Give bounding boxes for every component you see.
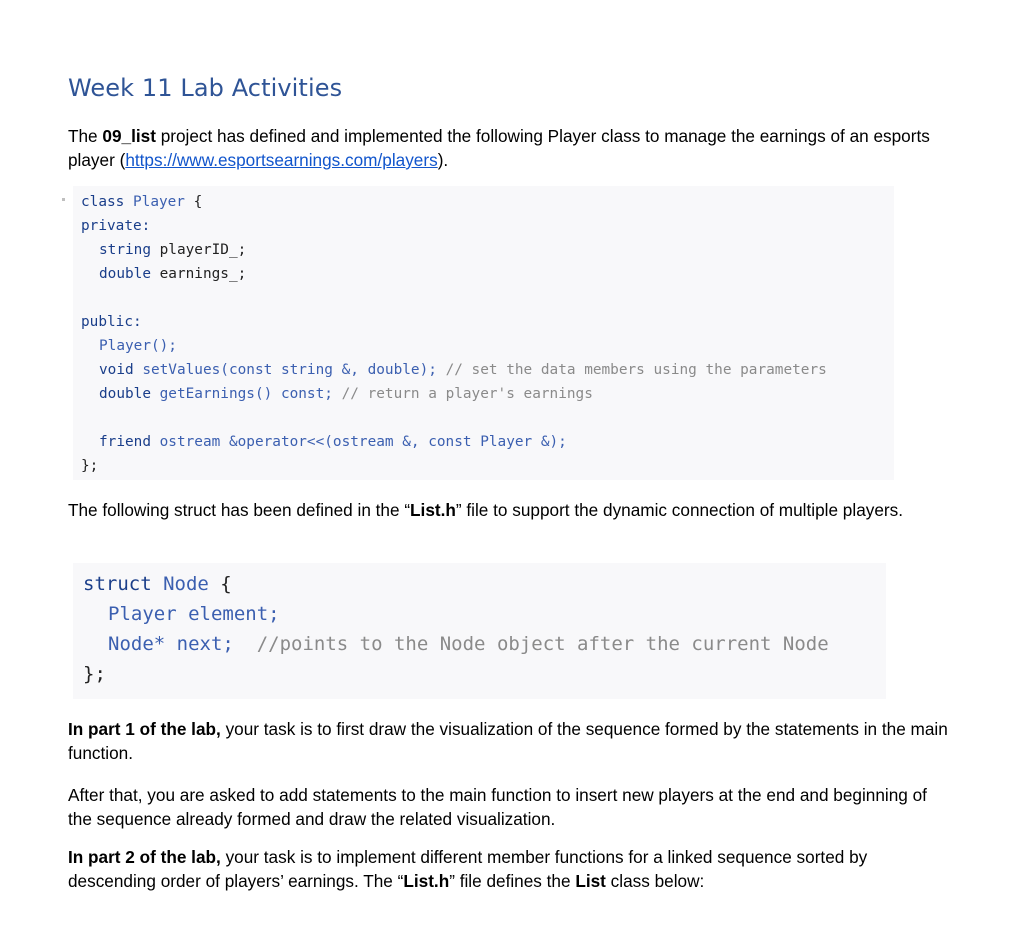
- block-marker: [62, 198, 65, 201]
- list-h-filename: List.h: [403, 871, 450, 891]
- code-line: class Player {: [81, 194, 203, 210]
- part2-text-mid: ” file defines the: [449, 871, 576, 891]
- code-line: };: [83, 663, 106, 685]
- code-line: Player();: [99, 338, 177, 354]
- node-struct-code-block: [73, 563, 886, 699]
- part1-text: your task is to first draw the visualization of the sequence formed by the statements in the main function.: [68, 719, 948, 763]
- struct-paragraph: [68, 498, 948, 522]
- code-line: double getEarnings() const; // return a player's earnings: [99, 386, 593, 402]
- code-line: private:: [81, 218, 151, 234]
- after-paragraph: After that, you are asked to add statements to the main function to insert new players at the end and beginning of the sequence already formed and draw the related visualization.: [68, 785, 927, 829]
- code-line: struct Node {: [83, 573, 232, 595]
- code-line: public:: [81, 314, 142, 330]
- code-line: double earnings_;: [99, 266, 247, 282]
- code-line: friend ostream &operator<<(ostream &, const Player &);: [99, 434, 567, 450]
- code-line: Node* next; //points to the Node object after the current Node: [108, 633, 829, 655]
- code-line: void setValues(const string &, double); // set the data members using the parameters: [99, 362, 827, 378]
- code-line: Player element;: [108, 603, 280, 625]
- page-title: Week 11 Lab Activities: [68, 74, 343, 102]
- project-name: 09_list: [102, 126, 156, 146]
- code-line: };: [81, 458, 99, 474]
- esports-earnings-link[interactable]: https://www.esportsearnings.com/players: [125, 150, 438, 170]
- intro-prefix: The: [68, 126, 103, 146]
- part2-heading: In part 2 of the lab,: [68, 847, 221, 867]
- intro-paragraph: [68, 124, 948, 172]
- struct-text-prefix: The following struct has been defined in the “: [68, 500, 411, 520]
- list-h-filename: List.h: [410, 500, 456, 520]
- part2-text-end: class below:: [605, 871, 705, 891]
- intro-suffix: ).: [437, 150, 449, 170]
- part1-heading: In part 1 of the lab,: [68, 719, 221, 739]
- code-line: string playerID_;: [99, 242, 247, 258]
- player-class-code-block: [73, 186, 894, 480]
- list-class-name: List: [575, 871, 606, 891]
- part2-paragraph: [68, 845, 948, 893]
- part1-paragraph: [68, 717, 948, 765]
- struct-text-suffix: ” file to support the dynamic connection of multiple players.: [455, 500, 903, 520]
- part2-text: your task is to implement different member functions for a linked sequence sorted by descending order of players’ earnings. The “: [68, 847, 868, 891]
- intro-middle: project has defined and implemented the following Player class to manage the earnings of an esports player (: [68, 126, 930, 170]
